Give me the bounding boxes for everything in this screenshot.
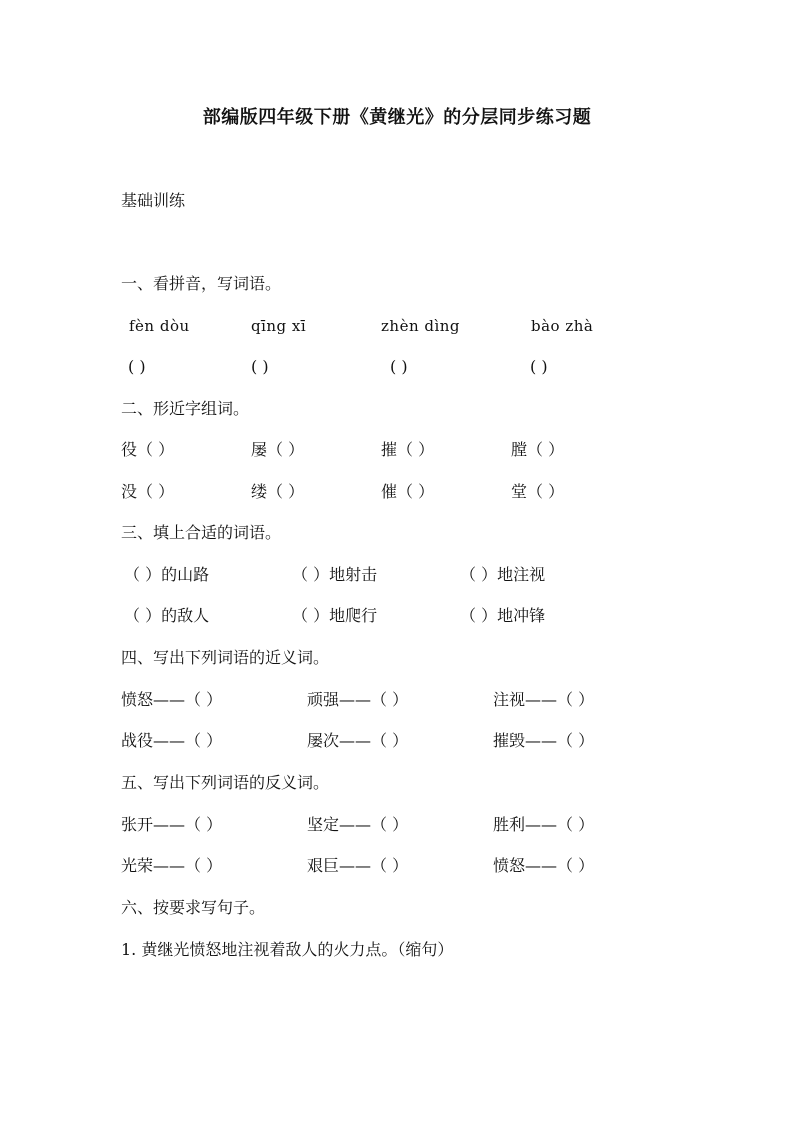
antonym-item: 愤怒——（ ）	[493, 856, 595, 875]
fill-phrase-item: （ ）地注视	[460, 565, 546, 584]
antonym-item: 胜利——（ ）	[493, 815, 595, 834]
pinyin-2: qīng xī	[251, 317, 307, 335]
char-pair-item: 摧（ ）	[381, 440, 435, 459]
char-pair-item: 屡（ ）	[251, 440, 305, 459]
fill-phrase-item: （ ）地冲锋	[460, 606, 546, 625]
synonym-item: 战役——（ ）	[121, 731, 223, 750]
pinyin-3: zhèn dìng	[381, 317, 461, 335]
section-6-heading: 六、按要求写句子。	[121, 898, 266, 917]
answer-blank-2: ( )	[251, 357, 269, 376]
synonym-item: 屡次——（ ）	[307, 731, 409, 750]
pinyin-4: bào zhà	[531, 317, 594, 335]
antonym-item: 光荣——（ ）	[121, 856, 223, 875]
char-pair-item: 催（ ）	[381, 482, 435, 501]
antonym-item: 坚定——（ ）	[307, 815, 409, 834]
synonym-item: 注视——（ ）	[493, 690, 595, 709]
synonym-item: 顽强——（ ）	[307, 690, 409, 709]
section-3-heading: 三、填上合适的词语。	[121, 523, 282, 542]
answer-blank-3: ( )	[390, 357, 408, 376]
synonym-item: 愤怒——（ ）	[121, 690, 223, 709]
antonym-item: 艰巨——（ ）	[307, 856, 409, 875]
pinyin-1: fèn dòu	[129, 317, 190, 335]
char-pair-item: 堂（ ）	[511, 482, 565, 501]
char-pair-item: 役（ ）	[121, 440, 175, 459]
synonym-item: 摧毁——（ ）	[493, 731, 595, 750]
fill-phrase-item: （ ）的山路	[124, 565, 210, 584]
page-title: 部编版四年级下册《黄继光》的分层同步练习题	[202, 107, 592, 128]
sentence-item-1: 1. 黄继光愤怒地注视着敌人的火力点。（缩句）	[121, 940, 454, 959]
fill-phrase-item: （ ）地爬行	[292, 606, 378, 625]
section-1-heading: 一、看拼音，写词语。	[121, 274, 282, 293]
answer-blank-1: ( )	[128, 357, 146, 376]
fill-phrase-item: （ ）地射击	[292, 565, 378, 584]
subtitle: 基础训练	[121, 191, 186, 210]
antonym-item: 张开——（ ）	[121, 815, 223, 834]
section-4-heading: 四、写出下列词语的近义词。	[121, 648, 330, 667]
char-pair-item: 缕（ ）	[251, 482, 305, 501]
section-2-heading: 二、形近字组词。	[121, 399, 250, 418]
char-pair-item: 没（ ）	[121, 482, 175, 501]
section-5-heading: 五、写出下列词语的反义词。	[121, 773, 330, 792]
answer-blank-4: ( )	[530, 357, 548, 376]
char-pair-item: 膛（ ）	[511, 440, 565, 459]
fill-phrase-item: （ ）的敌人	[124, 606, 210, 625]
